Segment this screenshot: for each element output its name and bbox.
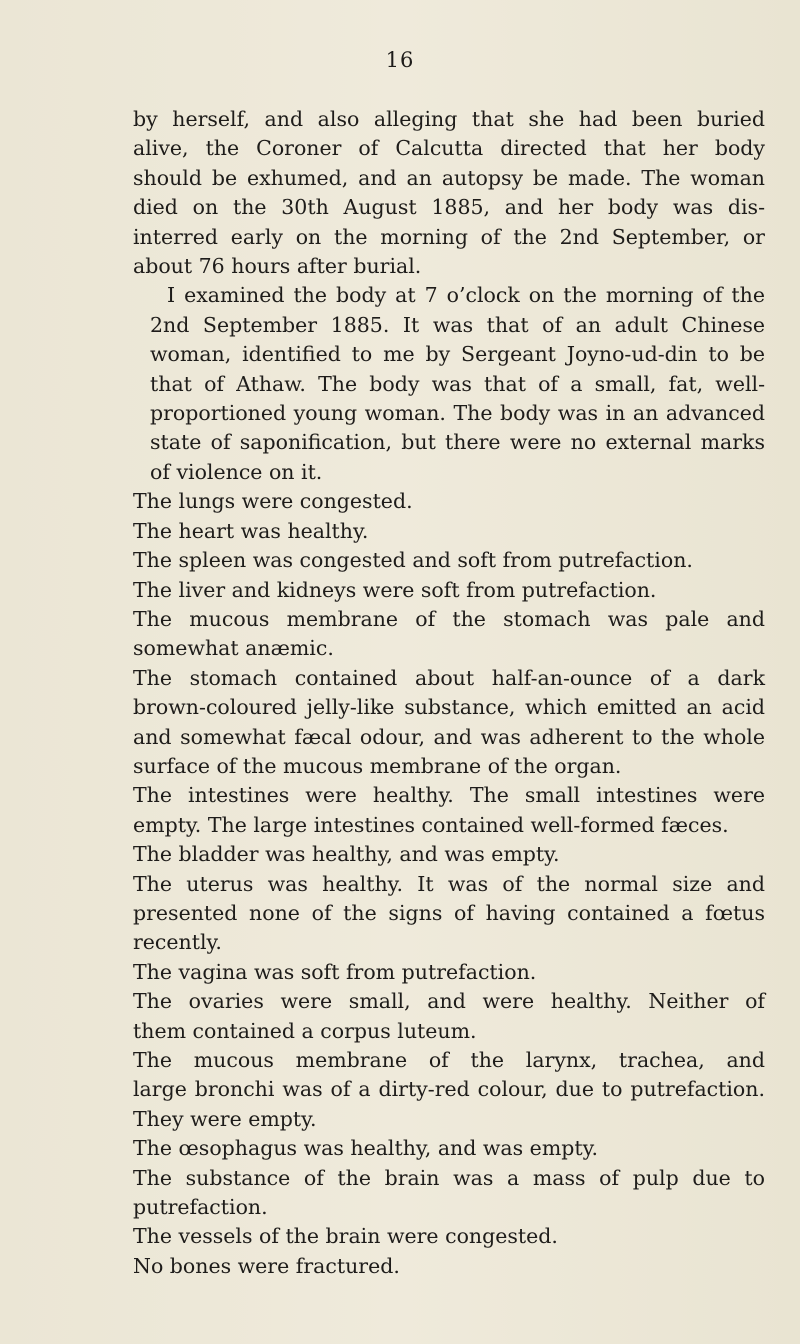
paragraph bbox=[133, 1222, 765, 1251]
text-line: The heart was healthy. bbox=[133, 518, 369, 543]
text-line: should be exhumed, and an autopsy be made. The woman bbox=[133, 165, 765, 190]
text-line: state of saponification, but there were no external marks bbox=[150, 430, 765, 455]
paragraph bbox=[133, 664, 765, 782]
paragraph bbox=[133, 958, 765, 987]
text-line: The spleen was congested and soft from putrefaction. bbox=[133, 548, 693, 573]
paragraph bbox=[133, 987, 765, 1046]
paragraph bbox=[133, 105, 765, 281]
paragraph bbox=[133, 576, 765, 605]
text-line: No bones were fractured. bbox=[133, 1253, 400, 1278]
text-line: about 76 hours after burial. bbox=[133, 254, 422, 279]
text-line: The uterus was healthy. It was of the normal size and bbox=[133, 871, 765, 896]
text-line: The mucous membrane of the stomach was pale and bbox=[133, 606, 765, 631]
paragraph bbox=[133, 487, 765, 516]
text-line: of violence on it. bbox=[150, 459, 323, 484]
text-line: The bladder was healthy, and was empty. bbox=[133, 842, 560, 867]
text-line: The vagina was soft from putrefaction. bbox=[133, 959, 537, 984]
text-line: woman, identified to me by Sergeant Joyno-ud-din to be bbox=[150, 342, 765, 367]
paragraph bbox=[133, 870, 765, 958]
text-line: interred early on the morning of the 2nd September, or bbox=[133, 224, 765, 249]
paragraph bbox=[133, 1164, 765, 1223]
text-line: I examined the body at 7 o’clock on the morning of the bbox=[167, 283, 765, 308]
paragraph bbox=[133, 840, 765, 869]
paragraph bbox=[133, 781, 765, 840]
paragraph bbox=[133, 281, 765, 487]
page-number: 16 bbox=[385, 48, 415, 72]
text-line: proportioned young woman. The body was in an advanced bbox=[150, 401, 765, 426]
text-line: They were empty. bbox=[133, 1106, 317, 1131]
paragraph bbox=[133, 605, 765, 664]
text-line: alive, the Coroner of Calcutta directed that her body bbox=[133, 136, 765, 161]
paragraph bbox=[133, 1252, 765, 1281]
text-line: The œsophagus was healthy, and was empty. bbox=[133, 1136, 598, 1161]
paragraph bbox=[133, 546, 765, 575]
paragraph bbox=[133, 1134, 765, 1163]
text-line: The substance of the brain was a mass of pulp due to bbox=[133, 1165, 765, 1190]
text-line: surface of the mucous membrane of the organ. bbox=[133, 753, 622, 778]
text-line: The lungs were congested. bbox=[133, 489, 413, 514]
text-line: The ovaries were small, and were healthy. Neither of bbox=[133, 989, 765, 1014]
body-text bbox=[133, 105, 765, 1281]
paragraph bbox=[133, 517, 765, 546]
text-line: that of Athaw. The body was that of a small, fat, well- bbox=[150, 371, 765, 396]
text-line: empty. The large intestines contained well-formed fæces. bbox=[133, 812, 729, 837]
text-line: putrefaction. bbox=[133, 1195, 268, 1220]
text-line: and somewhat fæcal odour, and was adherent to the whole bbox=[133, 724, 765, 749]
text-line: presented none of the signs of having contained a fœtus bbox=[133, 900, 765, 925]
text-line: recently. bbox=[133, 930, 222, 955]
text-line: The vessels of the brain were congested. bbox=[133, 1224, 558, 1249]
text-line: The liver and kidneys were soft from putrefaction. bbox=[133, 577, 657, 602]
text-line: 2nd September 1885. It was that of an adult Chinese bbox=[150, 312, 765, 337]
text-line: brown-coloured jelly-like substance, which emitted an acid bbox=[133, 695, 765, 720]
text-line: somewhat anæmic. bbox=[133, 636, 334, 661]
text-line: them contained a corpus luteum. bbox=[133, 1018, 477, 1043]
text-line: The stomach contained about half-an-ounce of a dark bbox=[133, 665, 765, 690]
text-line: large bronchi was of a dirty-red colour, due to putrefaction. bbox=[133, 1077, 765, 1102]
text-line: The intestines were healthy. The small intestines were bbox=[133, 783, 765, 808]
text-line: died on the 30th August 1885, and her body was dis- bbox=[133, 195, 765, 220]
paragraph bbox=[133, 1046, 765, 1134]
text-line: by herself, and also alleging that she had been buried bbox=[133, 107, 765, 131]
text-line: The mucous membrane of the larynx, trachea, and bbox=[133, 1048, 765, 1072]
